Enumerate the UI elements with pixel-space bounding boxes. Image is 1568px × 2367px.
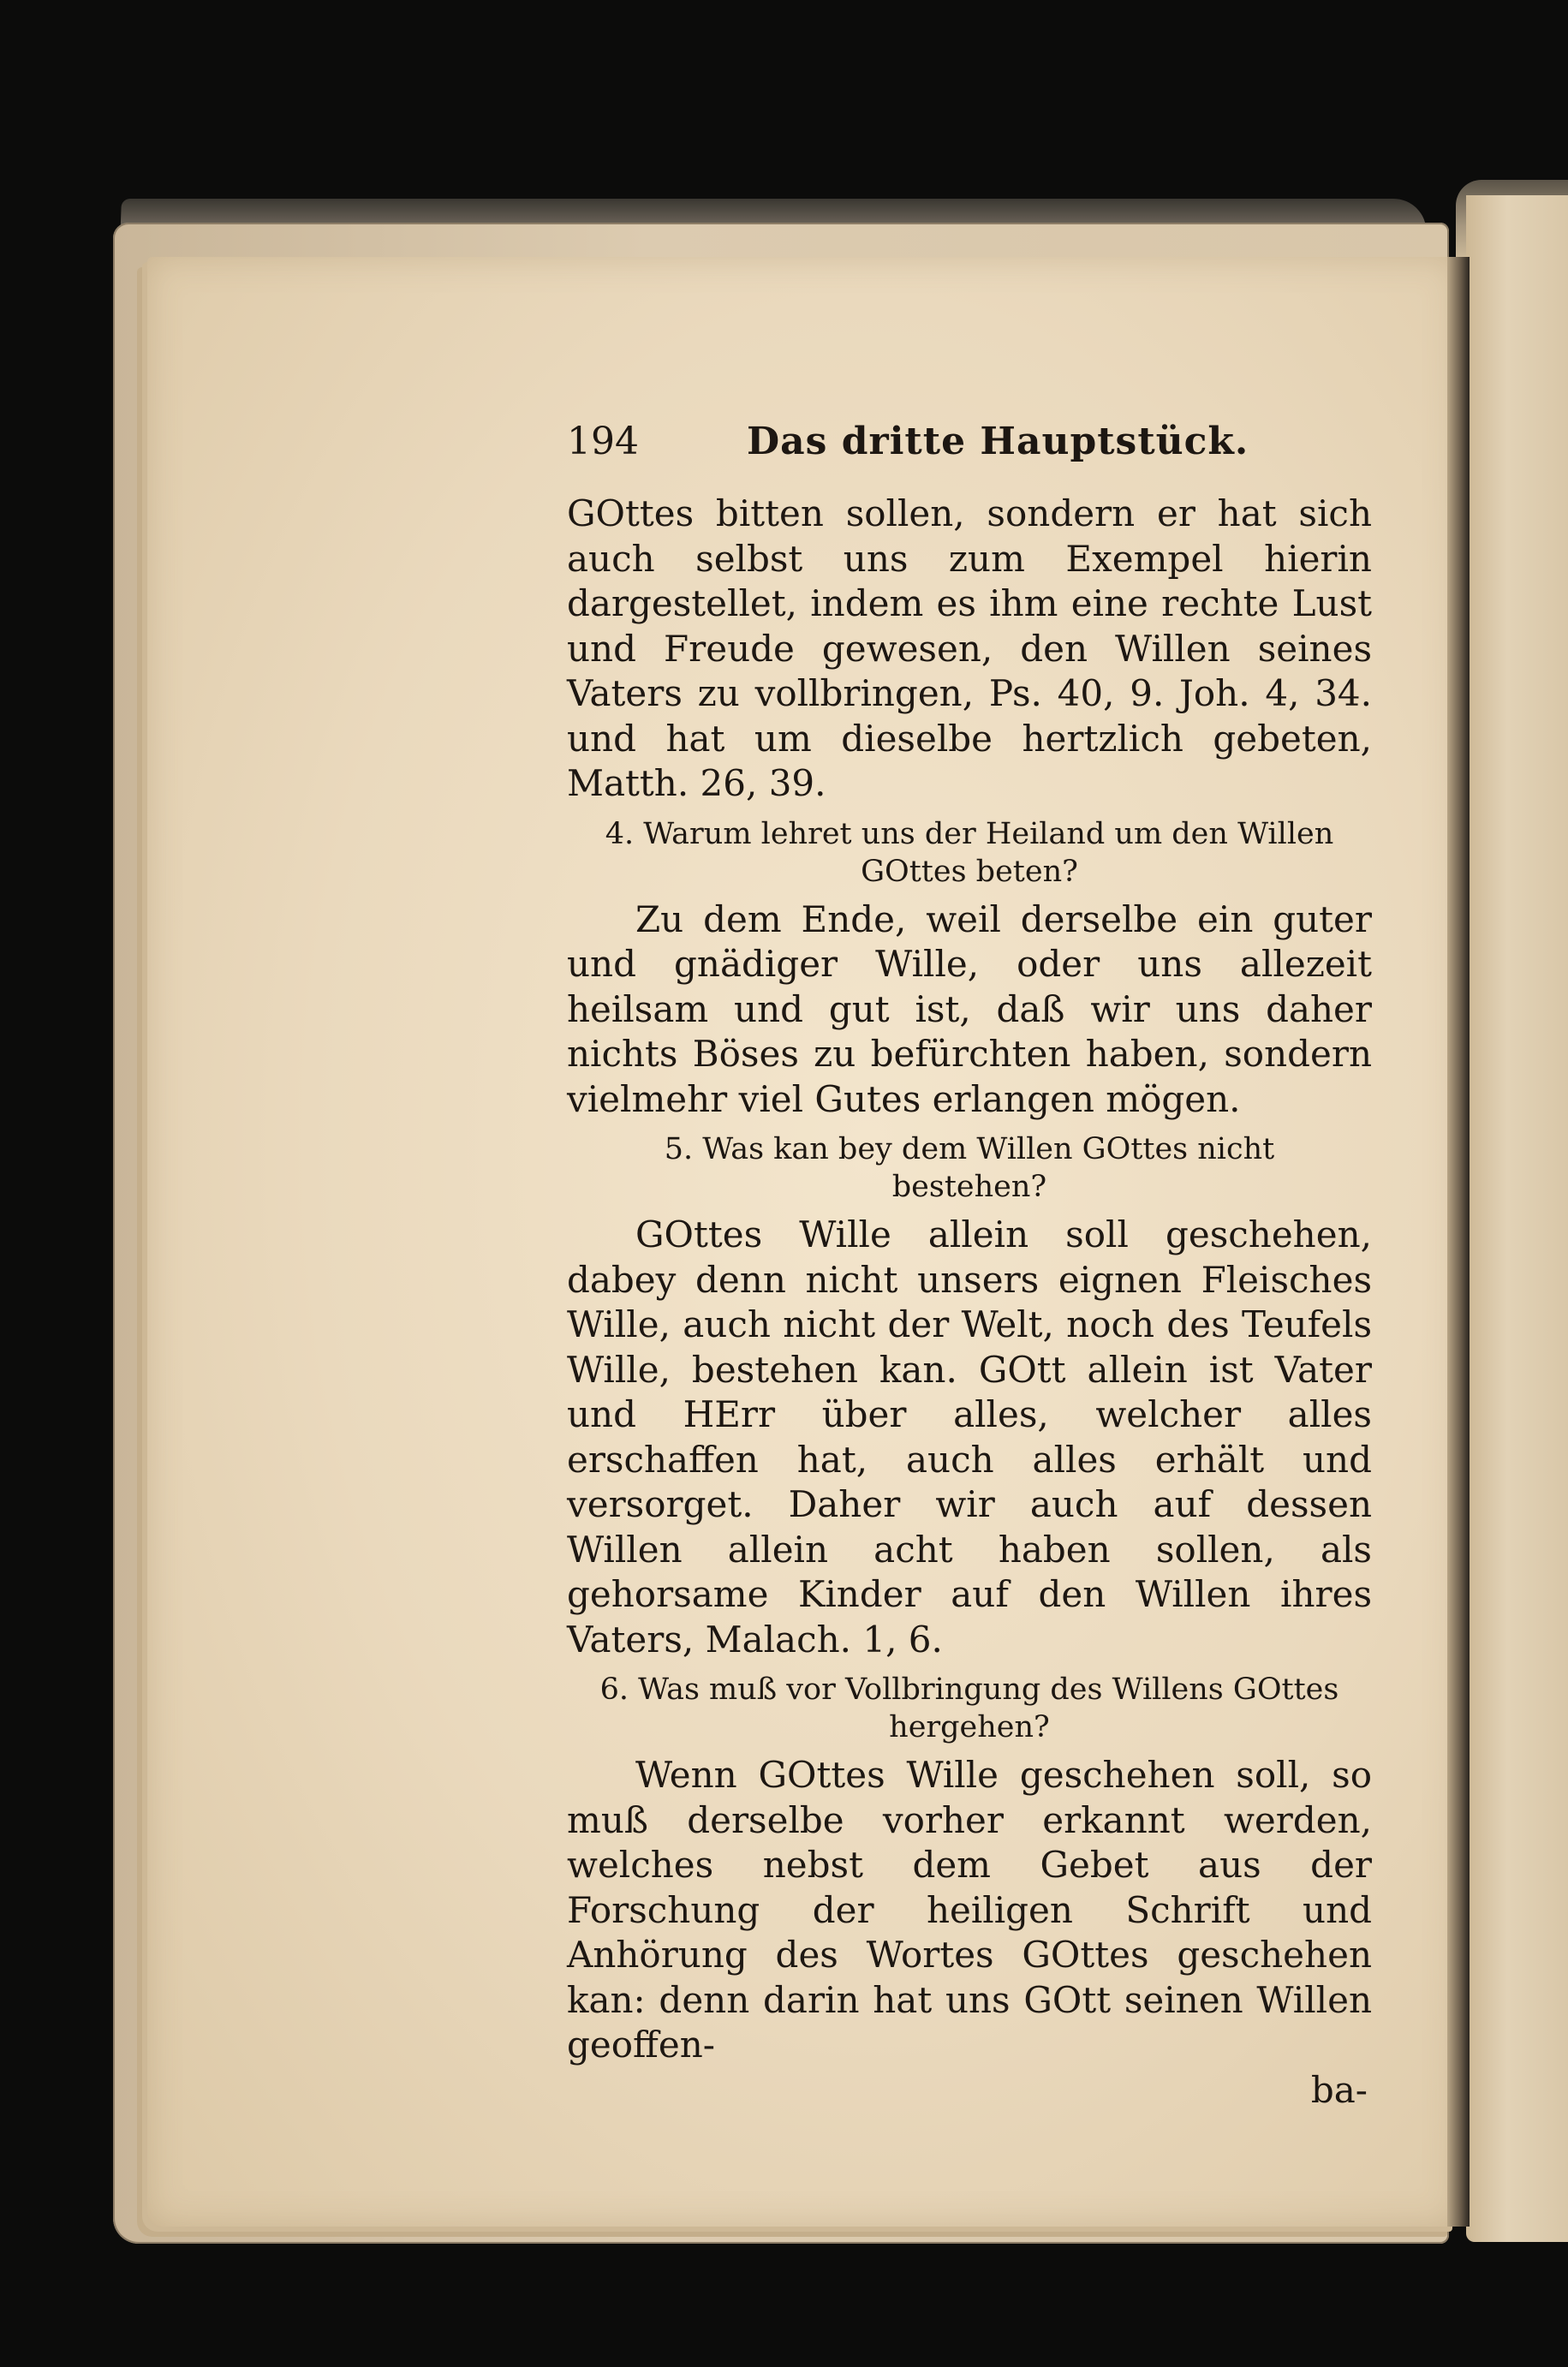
page-number: 194 — [567, 420, 639, 463]
running-header — [567, 411, 1372, 480]
answer-4: Zu dem Ende, weil derselbe ein guter und gnädiger Wille, oder uns allezeit heilsam und gut ist, daß wir uns daher nichts Böses zu befürchten haben, sondern vielmehr viel Gutes erlangen mögen. — [567, 897, 1372, 1120]
book-gutter — [1447, 257, 1470, 2227]
intro-paragraph: GOttes bitten sollen, sondern er hat sich auch selbst uns zum Exempel hierin dargestellet, indem es ihm eine rechte Lust und Freude gewesen, den Willen seines Vaters zu vollbringen, Ps. 40, 9. Joh. 4, 34. und hat um dieselbe hertzlich gebeten, Matth. 26, 39. — [567, 492, 1372, 804]
page-text-block — [567, 411, 1372, 2113]
facing-page — [1466, 195, 1568, 2242]
answer-6: Wenn GOttes Wille geschehen soll, so muß derselbe vorher erkannt werden, welches nebst dem Gebet aus der Forschung der heiligen Schrift und Anhörung des Wortes GOttes geschehen kan: denn darin hat uns GOtt seinen Willen geoffen- — [567, 1754, 1372, 2066]
catchword: ba- — [1310, 2068, 1368, 2111]
answer-5: GOttes Wille allein soll geschehen, dabey denn nicht unsers eignen Fleisches Wille, auch nicht der Welt, noch des Teufels Wille, bestehen kan. GOtt allein ist Vater und HErr über alles, welcher alles erschaffen hat, auch alles erhält und versorget. Daher wir auch auf dessen Willen allein acht haben sollen, als gehorsame Kinder auf den Willen ihres Vaters, Malach. 1, 6. — [567, 1213, 1372, 1660]
running-title: Das dritte Hauptstück. — [747, 420, 1249, 463]
question-6: 6. Was muß vor Vollbringung des Willens GOttes hergehen? — [599, 1672, 1339, 1744]
question-4: 4. Warum lehret uns der Heiland um den Willen GOttes beten? — [605, 816, 1334, 889]
question-5: 5. Was kan bey dem Willen GOttes nicht bestehen? — [664, 1132, 1275, 1204]
